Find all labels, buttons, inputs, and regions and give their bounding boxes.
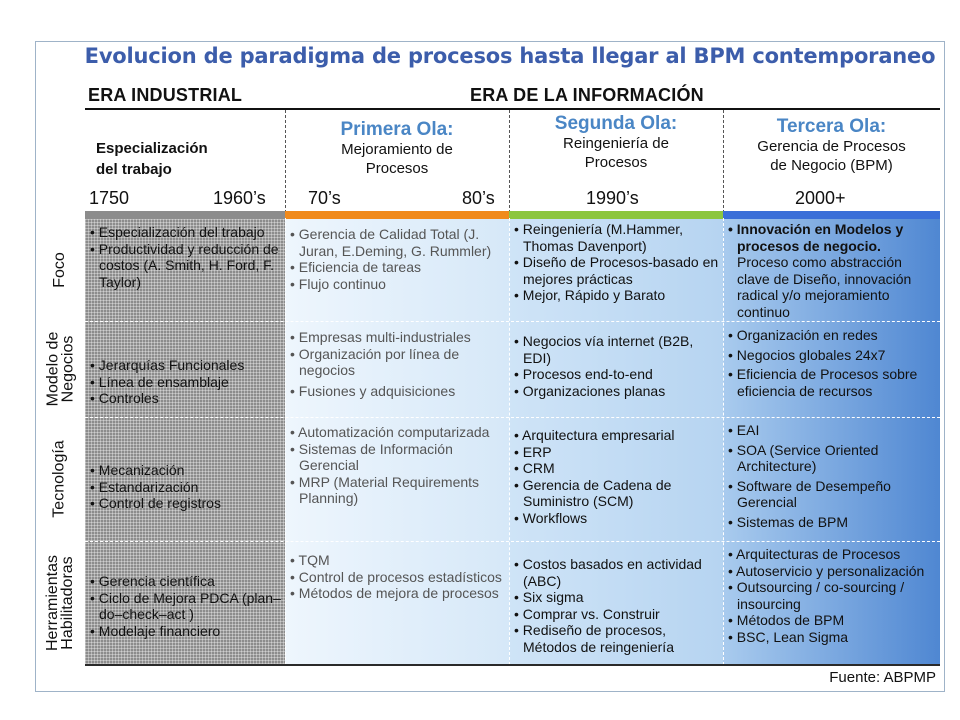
list-item: • ERP	[514, 444, 719, 461]
list-item: • Controles	[90, 390, 281, 407]
list-item: • Rediseño de procesos, Métodos de reingeniería	[514, 622, 719, 655]
list-item: • Fusiones y adquisiciones	[290, 383, 505, 400]
col0-subtitle: Especialización del trabajo	[96, 140, 208, 178]
list-item: • Innovación en Modelos y procesos de negocio.	[728, 221, 936, 254]
list-item: • Mecanización	[90, 462, 281, 479]
list-item: • Arquitectura empresarial	[514, 427, 719, 444]
source-caption: Fuente: ABPMP	[829, 669, 936, 686]
list-item: • Six sigma	[514, 589, 719, 606]
list-item: • Métodos de mejora de procesos	[290, 585, 505, 602]
page-title: Evolucion de paradigma de procesos hasta llegar al BPM contemporaneo	[84, 44, 936, 68]
col1-subtitle: Mejoramiento de Procesos	[341, 141, 453, 177]
list-item: • Reingeniería (M.Hammer, Thomas Davenport)	[514, 221, 719, 254]
list-item: • Jerarquías Funcionales	[90, 357, 281, 374]
list-item: • Automatización computarizada	[290, 424, 505, 441]
header-divider	[509, 110, 510, 213]
header-rule	[85, 108, 940, 110]
col3-year: 2000+	[795, 188, 846, 208]
list-item: • CRM	[514, 460, 719, 477]
cell-foco-segunda	[509, 218, 723, 306]
cell-herramientas-industrial	[85, 570, 285, 641]
cell-foco-primera	[285, 223, 509, 294]
cell-herramientas-primera	[285, 549, 509, 604]
list-item: • Gerencia científica	[90, 573, 281, 590]
list-item: • Comprar vs. Construir	[514, 606, 719, 623]
row-label-modelo-negocios	[36, 321, 84, 417]
list-item: • Eficiencia de tareas	[290, 259, 505, 276]
cell-foco-industrial	[85, 221, 285, 292]
era-informacion-heading: ERA DE LA INFORMACIÓN	[470, 85, 704, 105]
list-item: • Organizaciones planas	[514, 383, 719, 400]
list-item: • Sistemas de Información Gerencial	[290, 441, 505, 474]
list-item: • Autoservicio y personalización	[728, 563, 936, 580]
col1-color-bar	[285, 211, 509, 219]
col1-year-start: 70’s	[308, 188, 341, 208]
list-item: • BSC, Lean Sigma	[728, 629, 936, 646]
cell-modelo-tercera	[723, 324, 940, 401]
col1-year-end: 80’s	[462, 188, 495, 208]
list-item: • Procesos end-to-end	[514, 366, 719, 383]
row-divider	[85, 417, 940, 418]
cell-tecnologia-tercera	[723, 419, 940, 532]
header-divider	[285, 110, 286, 213]
list-item: • Gerencia de Calidad Total (J. Juran, E.Deming, G. Rummler)	[290, 226, 505, 259]
cell-foco-tercera	[723, 218, 940, 322]
list-item: • Línea de ensamblaje	[90, 374, 281, 391]
row-label-tecnologia	[36, 417, 84, 541]
row-label-text: Herramientas Habilitadoras	[44, 554, 76, 651]
list-item: • Organización por línea de negocios	[290, 346, 505, 379]
col0-year-end: 1960’s	[213, 188, 266, 208]
list-item: • Workflows	[514, 510, 719, 527]
list-item: • Productividad y reducción de costos (A. Smith, H. Ford, F. Taylor)	[90, 241, 281, 291]
col2-year: 1990’s	[586, 188, 639, 208]
row-label-herramientas	[36, 541, 84, 664]
col3-wave: Tercera Ola:	[776, 116, 887, 137]
list-item: • Organización en redes	[728, 327, 936, 344]
footer-rule	[85, 664, 940, 666]
list-item: • EAI	[728, 422, 936, 439]
list-item: • Sistemas de BPM	[728, 514, 936, 531]
list-item: • Arquitecturas de Procesos	[728, 546, 936, 563]
cell-tecnologia-industrial	[85, 459, 285, 514]
list-item: • Empresas multi-industriales	[290, 329, 505, 346]
cell-herramientas-tercera	[723, 543, 940, 647]
list-item: • SOA (Service Oriented Architecture)	[728, 442, 936, 475]
list-item: • Gerencia de Cadena de Suministro (SCM)	[514, 477, 719, 510]
list-item: • TQM	[290, 552, 505, 569]
col2-subtitle: Reingeniería de Procesos	[563, 135, 669, 171]
col2-wave: Segunda Ola:	[554, 113, 678, 134]
list-item: • Eficiencia de Procesos sobre eficiencia de recursos	[728, 366, 936, 399]
col3-subtitle: Gerencia de Procesos de Negocio (BPM)	[757, 138, 906, 174]
list-item: • Negocios globales 24x7	[728, 347, 936, 364]
col1-wave: Primera Ola:	[340, 119, 454, 140]
list-item: • Control de procesos estadísticos	[290, 569, 505, 586]
list-item: • Costos basados en actividad (ABC)	[514, 556, 719, 589]
list-item: • Métodos de BPM	[728, 612, 936, 629]
cell-modelo-segunda	[509, 330, 723, 401]
list-item: • MRP (Material Requirements Planning)	[290, 474, 505, 507]
foco-tercera-detail: Proceso como abstracción clave de Diseño, innovación radical y/o mejoramiento continuo	[737, 254, 912, 320]
list-item: • Control de registros	[90, 495, 281, 512]
row-label-text: Foco	[50, 252, 68, 288]
list-item: • Flujo continuo	[290, 276, 505, 293]
list-item: • Negocios vía internet (B2B, EDI)	[514, 333, 719, 366]
cell-modelo-primera	[285, 326, 509, 401]
cell-modelo-industrial	[85, 354, 285, 409]
list-item: • Modelaje financiero	[90, 623, 281, 640]
list-item: • Estandarización	[90, 479, 281, 496]
list-item: • Ciclo de Mejora PDCA (plan–do–check–act )	[90, 590, 281, 623]
col0-year-start: 1750	[89, 188, 130, 208]
cell-tecnologia-segunda	[509, 424, 723, 528]
row-divider	[85, 541, 940, 542]
list-item: • Outsourcing / co-sourcing / insourcing	[728, 579, 936, 612]
row-label-text: Tecnología	[51, 440, 69, 518]
list-item: • Mejor, Rápido y Barato	[514, 287, 719, 304]
list-item: • Especialización del trabajo	[90, 224, 281, 241]
era-industrial-heading: ERA INDUSTRIAL	[88, 85, 243, 105]
row-label-text: Modelo de Negocios	[44, 331, 76, 407]
col0-color-bar	[85, 211, 285, 219]
cell-tecnologia-primera	[285, 421, 509, 509]
header-divider	[723, 110, 724, 213]
list-item: • Software de Desempeño Gerencial	[728, 478, 936, 511]
cell-herramientas-segunda	[509, 553, 723, 657]
list-item: • Diseño de Procesos-basado en mejores prácticas	[514, 254, 719, 287]
row-label-foco	[36, 219, 84, 321]
